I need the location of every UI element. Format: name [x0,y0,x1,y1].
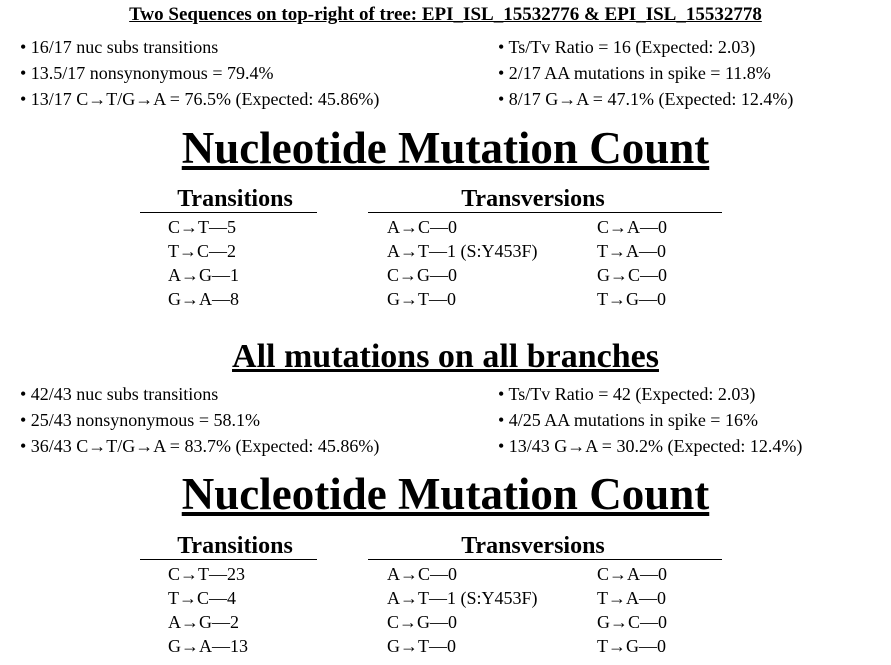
section2-transversion-b-2: T→A—0 [597,588,666,608]
section1-transversions-header: Transversions [461,186,605,212]
section2-transversion-a-3: C→G—0 [387,612,458,632]
section2-transversion-b-4: T→G—0 [597,636,666,656]
section2-heading: All mutations on all branches [232,338,659,375]
section1-bullet-right-2: • 2/17 AA mutations in spike = 11.8% [498,63,771,83]
section1-bullet-right-1: • Ts/Tv Ratio = 16 (Expected: 2.03) [498,37,756,57]
section2-bullet-left-2: • 25/43 nonsynonymous = 58.1% [20,410,260,430]
section1-heading: Two Sequences on top-right of tree: EPI_ISL_15532776 & EPI_ISL_15532778 [129,4,762,25]
section2-transversion-b-3: G→C—0 [597,612,668,632]
section2-count-title: Nucleotide Mutation Count [181,469,710,519]
section2-bullet-right-3: • 13/43 G→A = 30.2% (Expected: 12.4%) [498,436,803,456]
section1-transition-3: A→G—1 [168,265,239,285]
section2-bullet-left-3: • 36/43 C→T/G→A = 83.7% (Expected: 45.86%) [20,436,380,456]
section2-transition-2: T→C—4 [168,588,237,608]
section2-transversion-b-1: C→A—0 [597,564,668,584]
section1-transitions-header: Transitions [177,186,293,212]
section1-transitions-rule [140,212,317,213]
section2-transversion-a-2: A→T—1 (S:Y453F) [387,588,538,608]
section2-transversions-header: Transversions [461,533,605,559]
section1-bullet-right-3: • 8/17 G→A = 47.1% (Expected: 12.4%) [498,89,794,109]
section1-bullet-left-3: • 13/17 C→T/G→A = 76.5% (Expected: 45.86%) [20,89,380,109]
section2-transversion-a-4: G→T—0 [387,636,456,656]
section1-transversion-a-3: C→G—0 [387,265,458,285]
section2-transition-1: C→T—23 [168,564,246,584]
section2-transitions-header: Transitions [177,533,293,559]
section2-transition-4: G→A—13 [168,636,248,656]
section1-transversion-b-3: G→C—0 [597,265,668,285]
section2-transitions-rule [140,559,317,560]
section1-transversion-a-2: A→T—1 (S:Y453F) [387,241,538,261]
section1-transversion-b-4: T→G—0 [597,289,666,309]
section1-transversion-b-2: T→A—0 [597,241,666,261]
section1-bullet-left-2: • 13.5/17 nonsynonymous = 79.4% [20,63,274,83]
section1-transversions-rule [368,212,722,213]
section1-transversion-a-1: A→C—0 [387,217,458,237]
section1-transversion-a-4: G→T—0 [387,289,456,309]
section1-bullet-left-1: • 16/17 nuc subs transitions [20,37,219,57]
section1-transition-2: T→C—2 [168,241,237,261]
section1-transition-4: G→A—8 [168,289,239,309]
section2-bullet-right-2: • 4/25 AA mutations in spike = 16% [498,410,758,430]
section2-bullet-right-1: • Ts/Tv Ratio = 42 (Expected: 2.03) [498,384,756,404]
section2-bullet-left-1: • 42/43 nuc subs transitions [20,384,219,404]
section1-transition-1: C→T—5 [168,217,237,237]
section2-transition-3: A→G—2 [168,612,239,632]
section1-count-title: Nucleotide Mutation Count [181,123,710,173]
section1-transversion-b-1: C→A—0 [597,217,668,237]
section2-transversions-rule [368,559,722,560]
section2-transversion-a-1: A→C—0 [387,564,458,584]
